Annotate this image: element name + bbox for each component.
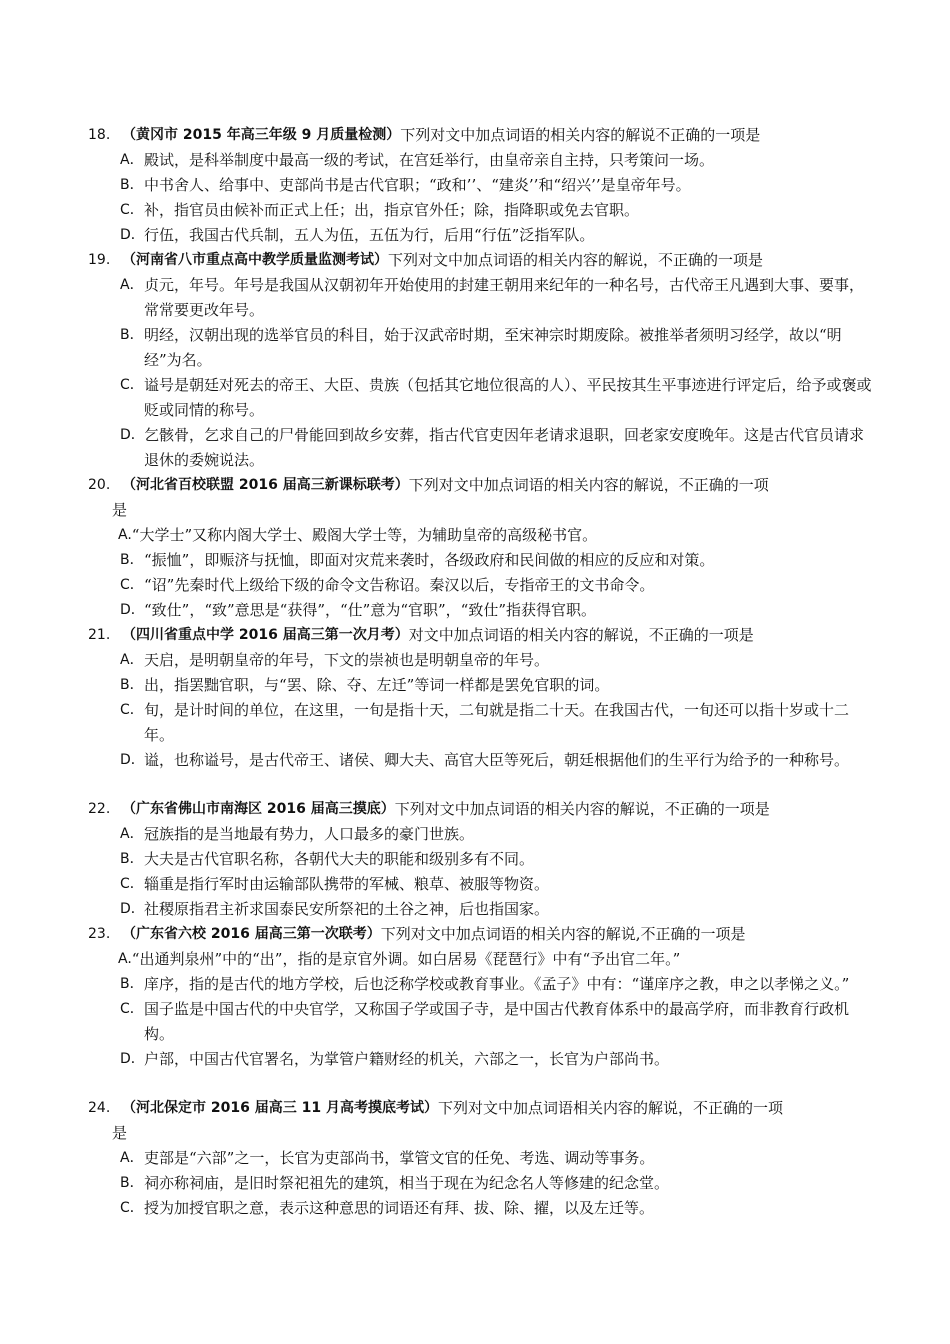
question-20 [88,473,878,623]
option-a: A. “大学士”又称内阁大学士、殿阁大学士等，为辅助皇帝的高级秘书官。 [118,526,598,544]
question-source: （四川省重点中学 2016 届高三第一次月考） [122,627,409,643]
question-stem: 下列对文中加点词语的相关内容的解说，不正确的一项 [408,476,769,494]
question-18 [88,123,878,248]
question-23 [88,922,878,1072]
option-d: D． “致仕”，“致”意思是“获得”，“仕”意为“官职”，“致仕”指获得官职。 [120,601,597,619]
option-b: B． “振恤”，即赈济与抚恤，即面对灾荒来袭时，各级政府和民间做的相应的反应和对策。 [120,551,715,569]
question-24 [88,1096,878,1221]
question-number: 21. [88,627,111,643]
option-c: C． “诏”先秦时代上级给下级的命令文告称诏。秦汉以后，专指帝王的文书命令。 [120,576,655,594]
option-a: A． 冠族指的是当地最有势力，人口最多的豪门世族。 [120,825,475,843]
question-stem: 下列对文中加点词语的相关内容的解说,不正确的一项是 [380,925,746,943]
question-number: 24. [88,1100,111,1116]
question-number: 18. [88,127,111,143]
question-number: 20. [88,477,111,493]
option-b: B． 出，指罢黜官职，与“罢、除、夺、左迁”等词一样都是罢免官职的词。 [120,676,610,694]
option-d: D． 乞骸骨，乞求自己的尸骨能回到故乡安葬，指古代官吏因年老请求退职，回老家安度晚年。这是古代官员请求退休的委婉说法。 [120,426,865,469]
option-d: D． 户部，中国古代官署名，为掌管户籍财经的机关，六部之一，长官为户部尚书。 [120,1050,670,1068]
option-c: C． 补，指官员由候补而正式上任；出，指京官外任；除，指降职或免去官职。 [120,201,640,219]
option-c: C． 授为加授官职之意，表示这种意思的词语还有拜、拔、除、擢，以及左迁等。 [120,1199,655,1217]
option-d: D． 行伍，我国古代兵制，五人为伍，五伍为行，后用“行伍”泛指军队。 [120,226,595,244]
option-c: C． 国子监是中国古代的中央官学，又称国子学或国子寺，是中国古代教育体系中的最高学府，而非教育行政机构。 [120,1000,850,1043]
option-c: C． 辎重是指行军时由运输部队携带的军械、粮草、被服等物资。 [120,875,550,893]
question-19 [88,248,878,473]
question-stem-continued: 是 [112,501,128,519]
question-stem: 下列对文中加点词语的相关内容的解说，不正确的一项是 [394,800,770,818]
question-number: 23. [88,926,111,942]
question-number: 22. [88,801,111,817]
option-c: C． 谥号是朝廷对死去的帝王、大臣、贵族（包括其它地位很高的人）、平民按其生平事迹进行评定后，给予或褒或贬或同情的称号。 [120,376,872,419]
question-stem: 下列对文中加点词语相关内容的解说，不正确的一项 [437,1099,783,1117]
question-stem-continued: 是 [112,1124,128,1142]
option-d: D． 谥，也称谥号，是古代帝王、诸侯、卿大夫、高官大臣等死后，朝廷根据他们的生平行为给予的一种称号。 [120,751,850,769]
question-source: （广东省六校 2016 届高三第一次联考） [122,926,381,942]
option-a: A． 殿试，是科举制度中最高一级的考试，在宫廷举行，由皇帝亲自主持，只考策问一场。 [120,151,715,169]
option-b: B． 庠序，指的是古代的地方学校，后也泛称学校或教育事业。《孟子》中有：“谨庠序之教，申之以孝悌之义。” [120,975,850,993]
question-22 [88,797,878,922]
option-b: B． 明经，汉朝出现的选举官员的科目，始于汉武帝时期，至宋神宗时期废除。被推举者须明习经学，故以“明经”为名。 [120,326,842,369]
option-a: A． 贞元，年号。年号是我国从汉朝初年开始使用的封建王朝用来纪年的一种名号，古代帝王凡遇到大事、要事，常常要更改年号。 [120,276,865,319]
question-source: （黄冈市 2015 年高三年级 9 月质量检测） [122,127,401,143]
question-stem: 下列对文中加点词语的相关内容的解说不正确的一项是 [400,126,761,144]
question-stem: 对文中加点词语的相关内容的解说，不正确的一项是 [408,626,754,644]
option-d: D． 社稷原指君主祈求国泰民安所祭祀的土谷之神，后也指国家。 [120,900,550,918]
option-c: C． 旬，是计时间的单位，在这里，一旬是指十天，二旬就是指二十天。在我国古代，一旬还可以指十岁或十二年。 [120,701,850,744]
question-source: （河北保定市 2016 届高三 11 月高考摸底考试） [122,1100,438,1116]
option-a: A． 天启，是明朝皇帝的年号，下文的崇祯也是明朝皇帝的年号。 [120,651,550,669]
question-source: （河南省八市重点高中教学质量监测考试） [122,252,388,268]
option-a: A． 吏部是“六部”之一，长官为吏部尚书，掌管文官的任免、考选、调动等事务。 [120,1149,655,1167]
question-source: （河北省百校联盟 2016 届高三新课标联考） [122,477,409,493]
question-stem: 下列对文中加点词语的相关内容的解说，不正确的一项是 [388,251,764,269]
question-21 [88,623,878,773]
option-b: B． 中书舍人、给事中、吏部尚书是古代官职；“政和’’、“建炎’’和“绍兴’’是皇帝年号。 [120,176,691,194]
question-number: 19. [88,252,111,268]
option-a: A. “出通判泉州”中的“出”，指的是京官外调。如白居易《琵琶行》中有“予出官二年。” [118,950,681,968]
option-b: B． 祠亦称祠庙，是旧时祭祀祖先的建筑，相当于现在为纪念名人等修建的纪念堂。 [120,1174,670,1192]
option-b: B． 大夫是古代官职名称，各朝代大夫的职能和级别多有不同。 [120,850,535,868]
question-source: （广东省佛山市南海区 2016 届高三摸底） [122,801,395,817]
